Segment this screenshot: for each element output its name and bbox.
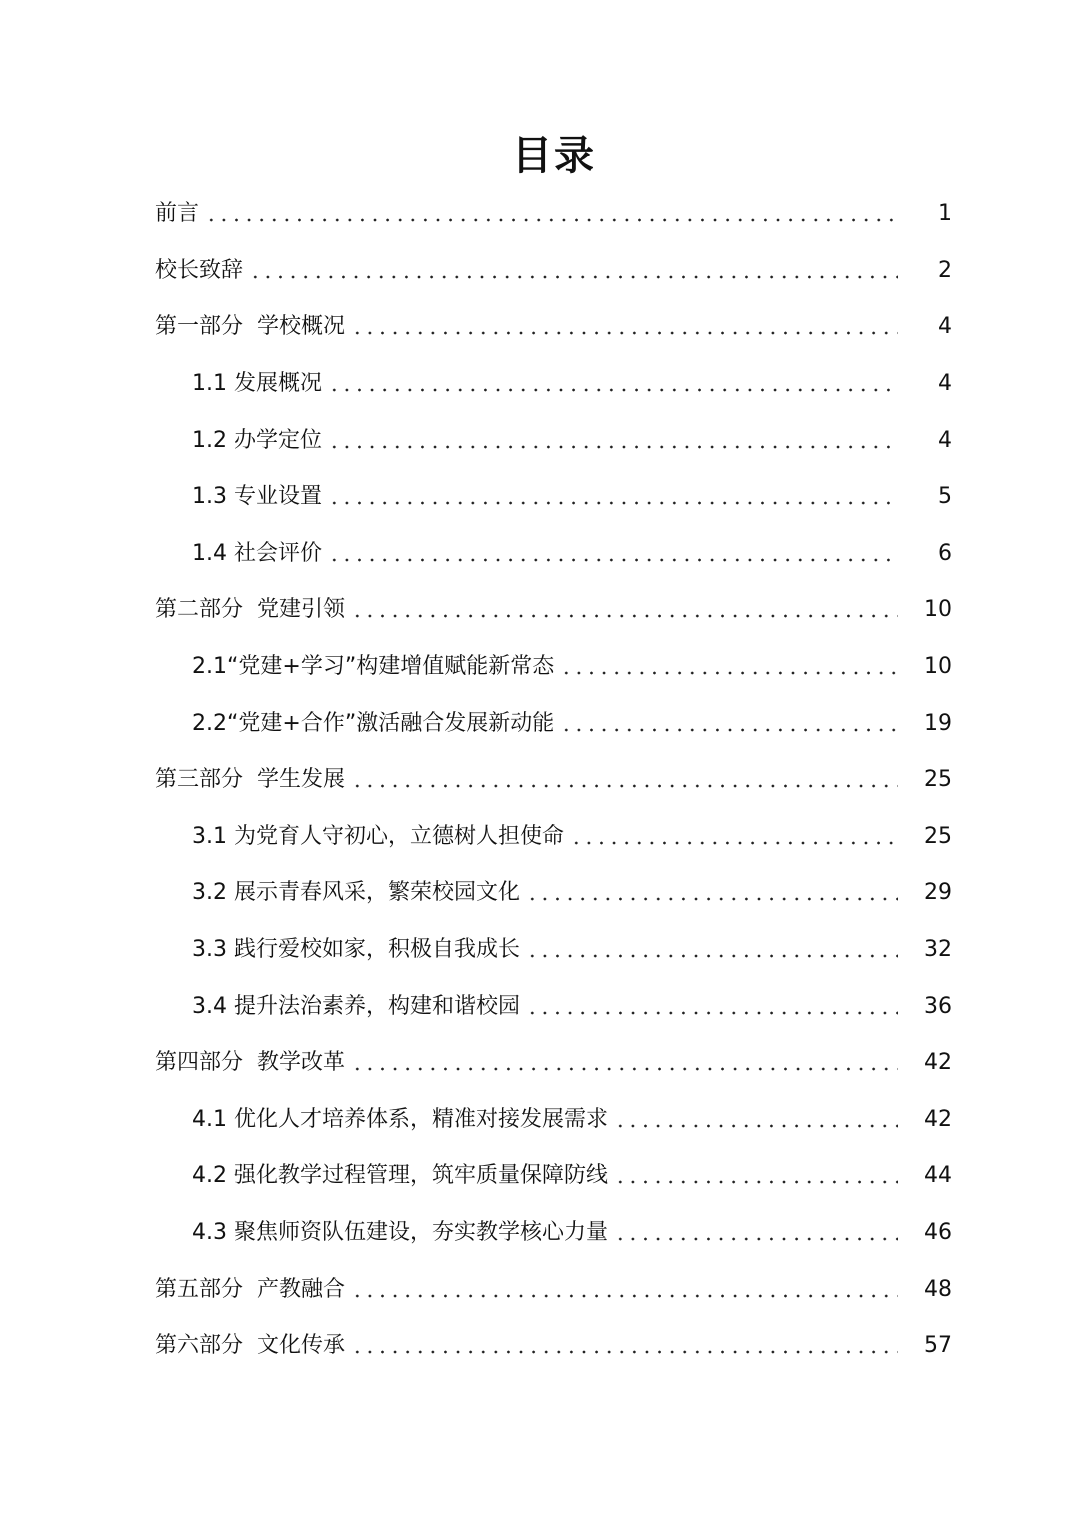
dot-leader	[351, 1067, 898, 1071]
toc-page-number: 5	[938, 484, 952, 510]
toc-page-number: 46	[924, 1219, 952, 1245]
toc-entry[interactable]	[0, 695, 1080, 752]
toc-entry-label: 1.4 社会评价	[192, 540, 322, 566]
toc-entry-label: 第二部分 党建引领	[155, 597, 345, 623]
toc-entry[interactable]	[0, 469, 1080, 526]
dot-leader	[328, 445, 898, 449]
toc-page-number: 4	[938, 314, 952, 340]
dot-leader	[526, 1011, 898, 1015]
toc-entry-label: 4.3 聚焦师资队伍建设，夯实教学核心力量	[192, 1219, 608, 1245]
toc-entry-label: 2.2“党建+合作”激活融合发展新动能	[192, 710, 555, 736]
dot-leader	[351, 784, 898, 788]
dot-leader	[614, 1180, 898, 1184]
toc-page-number: 32	[924, 937, 952, 963]
toc-entry[interactable]	[0, 1148, 1080, 1205]
toc-page-number: 57	[924, 1333, 952, 1359]
toc-page-number: 4	[938, 371, 952, 397]
dot-leader	[205, 218, 898, 222]
toc-entry[interactable]	[0, 1205, 1080, 1262]
toc-entry-label: 1.3 专业设置	[192, 484, 322, 510]
toc-entry[interactable]	[0, 639, 1080, 696]
dot-leader	[570, 841, 898, 845]
toc-entry-label: 前言	[155, 201, 200, 227]
toc-entry[interactable]	[0, 865, 1080, 922]
dot-leader	[328, 388, 898, 392]
toc-entry-label: 校长致辞	[155, 257, 244, 283]
toc-page-number: 6	[938, 540, 952, 566]
toc-entry[interactable]	[0, 582, 1080, 639]
dot-leader	[351, 1350, 898, 1354]
toc-entry[interactable]	[0, 243, 1080, 300]
toc-entry[interactable]	[0, 186, 1080, 243]
toc-page-number: 19	[924, 710, 952, 736]
toc-page-number: 48	[924, 1276, 952, 1302]
toc-entry-label: 1.1 发展概况	[192, 371, 322, 397]
toc-page-number: 25	[924, 767, 952, 793]
toc-entry[interactable]	[0, 1261, 1080, 1318]
dot-leader	[328, 501, 898, 505]
toc-entry-label: 4.1 优化人才培养体系，精准对接发展需求	[192, 1106, 608, 1132]
toc-entry-label: 3.1 为党育人守初心，立德树人担使命	[192, 823, 564, 849]
dot-leader	[526, 897, 898, 901]
toc-entry-label: 3.3 践行爱校如家，积极自我成长	[192, 937, 520, 963]
toc-entry-label: 第五部分 产教融合	[155, 1276, 345, 1302]
toc-entry-label: 1.2 办学定位	[192, 427, 322, 453]
toc-page-number: 42	[924, 1050, 952, 1076]
toc-entry-label: 4.2 强化教学过程管理，筑牢质量保障防线	[192, 1163, 608, 1189]
dot-leader	[614, 1237, 898, 1241]
toc-page-number: 29	[924, 880, 952, 906]
dot-leader	[560, 671, 898, 675]
toc-entry[interactable]	[0, 809, 1080, 866]
toc-page-number: 44	[924, 1163, 952, 1189]
toc-entry[interactable]	[0, 1092, 1080, 1149]
toc-entry-label: 3.4 提升法治素养，构建和谐校园	[192, 993, 520, 1019]
toc-entry[interactable]	[0, 356, 1080, 413]
toc-page-number: 4	[938, 427, 952, 453]
toc-entry-label: 第六部分 文化传承	[155, 1333, 345, 1359]
toc-entry[interactable]	[0, 526, 1080, 583]
page-title: 目录	[512, 133, 596, 179]
toc-entry-label: 3.2 展示青春风采，繁荣校园文化	[192, 880, 520, 906]
toc-page-number: 25	[924, 823, 952, 849]
toc-entry[interactable]	[0, 978, 1080, 1035]
toc-entry[interactable]	[0, 412, 1080, 469]
table-of-contents	[0, 186, 1080, 1374]
toc-entry-label: 第一部分 学校概况	[155, 314, 345, 340]
toc-page-number: 2	[938, 257, 952, 283]
dot-leader	[351, 1294, 898, 1298]
dot-leader	[351, 331, 898, 335]
toc-page-number: 10	[924, 597, 952, 623]
toc-entry[interactable]	[0, 1035, 1080, 1092]
toc-entry-label: 第三部分 学生发展	[155, 767, 345, 793]
dot-leader	[614, 1124, 898, 1128]
toc-page-number: 1	[938, 201, 952, 227]
toc-entry[interactable]	[0, 752, 1080, 809]
toc-entry[interactable]	[0, 922, 1080, 979]
toc-entry[interactable]	[0, 1318, 1080, 1375]
toc-page-number: 36	[924, 993, 952, 1019]
toc-page-number: 42	[924, 1106, 952, 1132]
dot-leader	[560, 728, 898, 732]
dot-leader	[351, 614, 898, 618]
toc-entry[interactable]	[0, 299, 1080, 356]
toc-entry-label: 第四部分 教学改革	[155, 1050, 345, 1076]
toc-page-number: 10	[924, 654, 952, 680]
dot-leader	[249, 275, 898, 279]
dot-leader	[328, 558, 898, 562]
toc-entry-label: 2.1“党建+学习”构建增值赋能新常态	[192, 654, 555, 680]
dot-leader	[526, 954, 898, 958]
